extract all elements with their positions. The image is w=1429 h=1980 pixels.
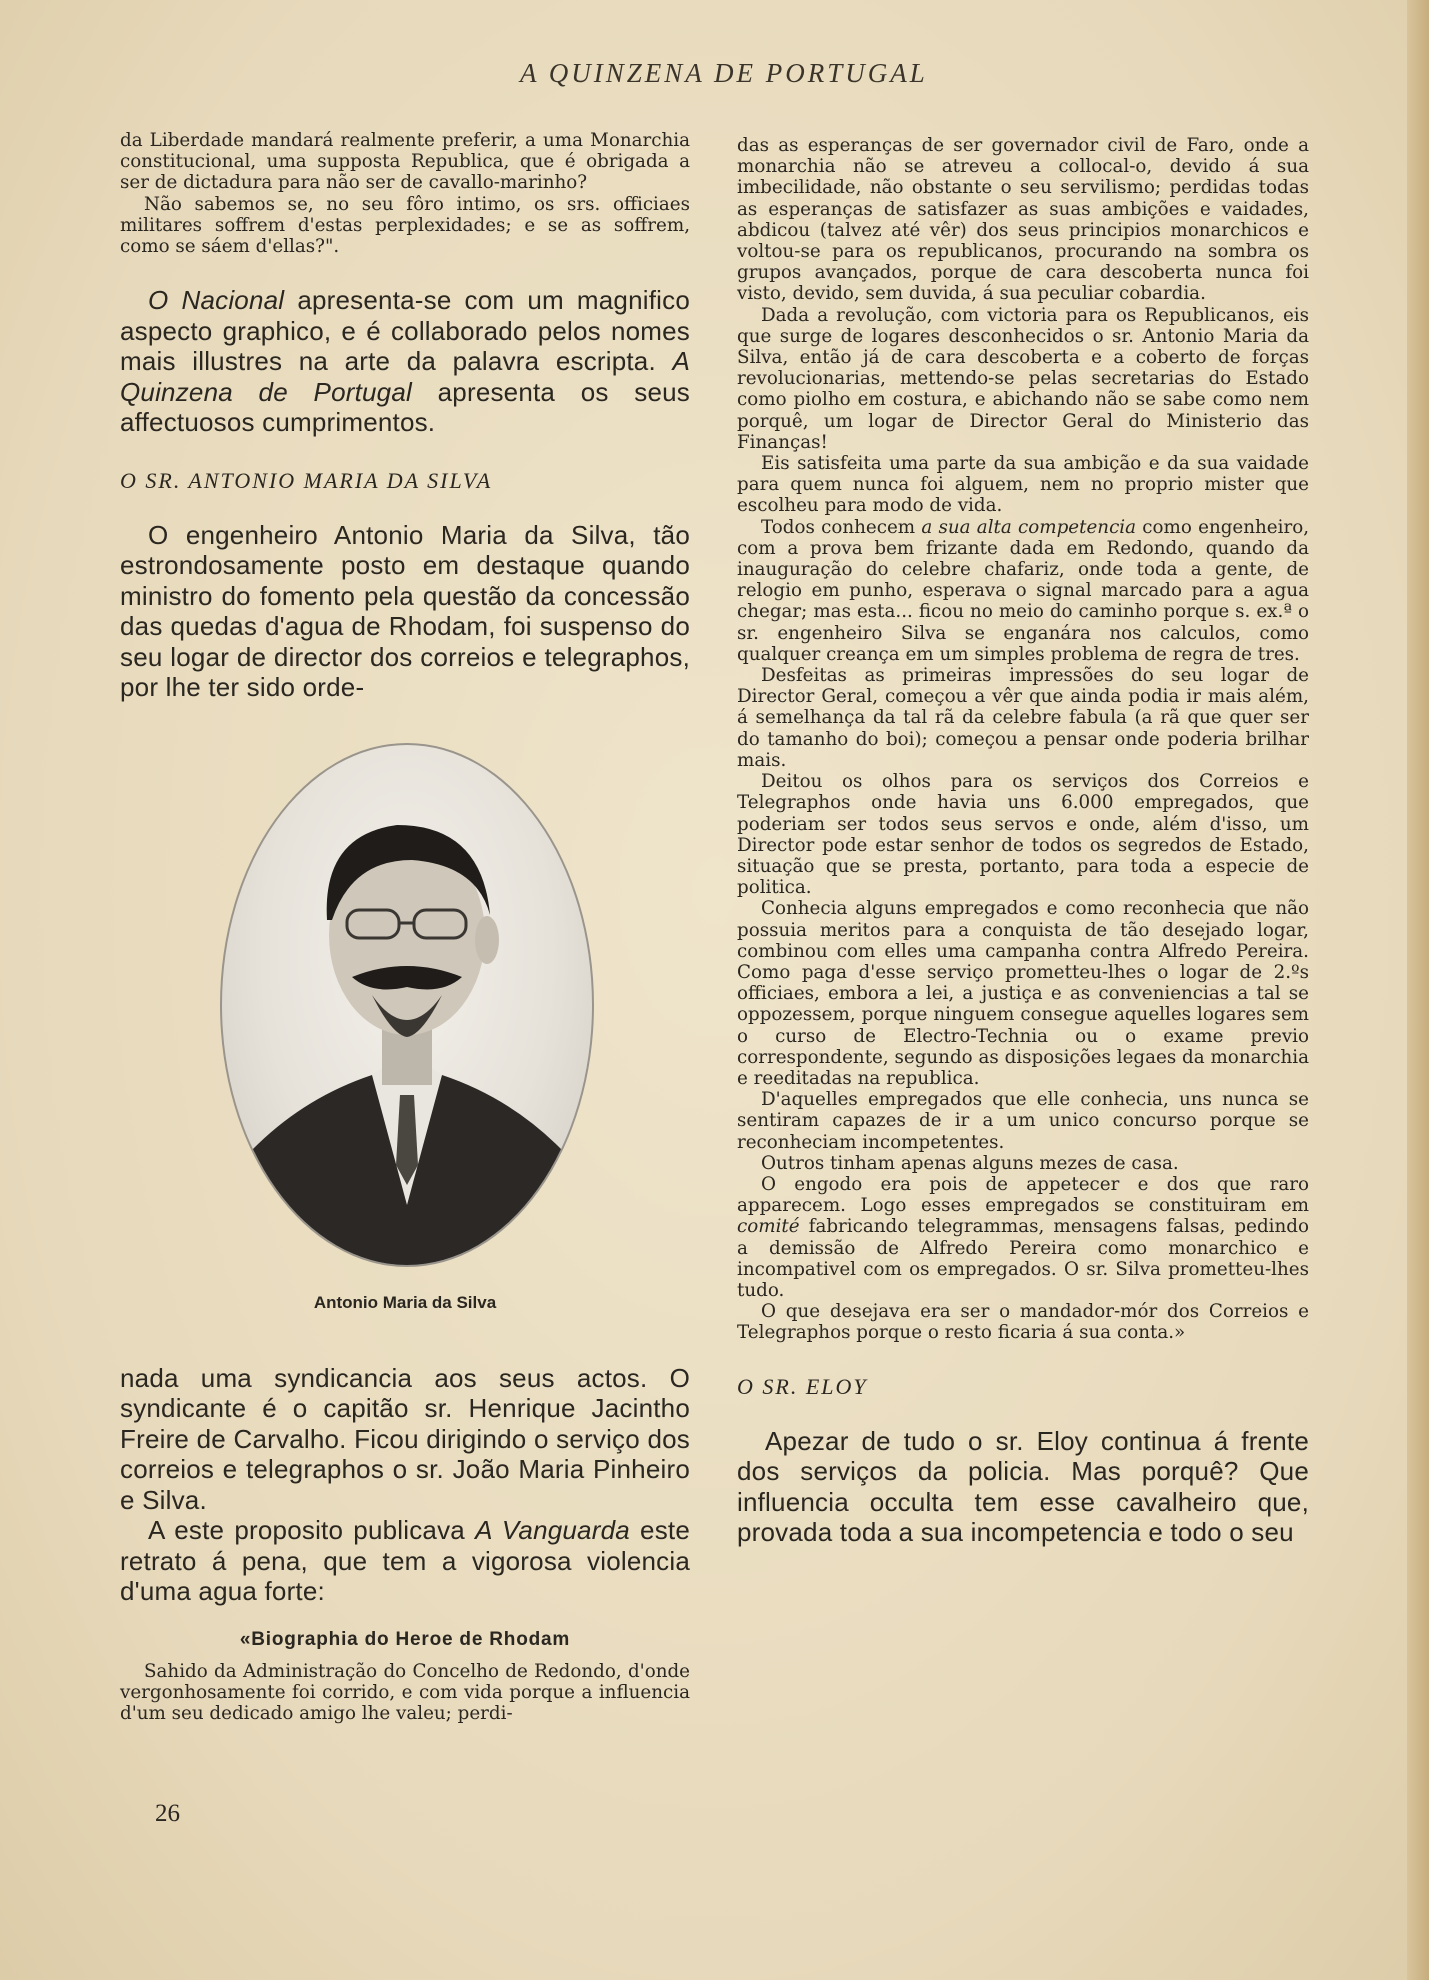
right-column	[737, 135, 1309, 1548]
paragraph: nada uma syndicancia aos seus actos. O syndicante é o capitão sr. Henrique Jacintho Freire de Carvalho. Ficou dirigindo o serviço dos correios e telegraphos o sr. João Maria Pinheiro e Silva.	[120, 1362, 690, 1515]
paragraph	[120, 1515, 690, 1607]
quote-title: «Biographia do Heroe de Rhodam	[239, 1628, 571, 1650]
paragraph: da Liberdade mandará realmente preferir, a uma Monarchia constitucional, uma supposta Republica, que é obrigada a ser de dictadura para não ser de cavallo-marinho?	[120, 130, 690, 194]
portrait-photo	[220, 743, 594, 1267]
section-heading: O SR. ELOY	[737, 1373, 868, 1399]
italic-text: A Vanguarda	[475, 1515, 630, 1546]
paragraph: Deitou os olhos para os serviços dos Correios e Telegraphos onde havia uns 6.000 empregados, que poderiam ser todos seus servos e onde, além d'isso, um Director pode estar senhor de todos os segredos de Estado, situação que se presta, portanto, para toda a especie de politica.	[737, 771, 1309, 899]
portrait-figure	[120, 723, 690, 1363]
text-run: A este proposito publicava	[148, 1515, 476, 1546]
paragraph: Não sabemos se, no seu fôro intimo, os srs. officiaes militares soffrem d'estas perplexidades; e se as soffrem, como se sáem d'ellas?".	[120, 193, 690, 258]
paragraph: Dada a revolução, com victoria para os Republicanos, eis que surge de logares desconhecidos o sr. Antonio Maria da Silva, então já de cara descoberta e a coberto de forças revolucionarias, mettendo-se pelas secretarias do Estado como piolho em costura, e abichando não se sabe como nem porquê, um logar de Director Geral do Ministerio das Finanças!	[737, 304, 1309, 453]
portrait-illustration	[222, 745, 592, 1265]
italic-text: a sua alta competencia	[921, 516, 1137, 538]
text-run: Todos conhecem	[761, 516, 922, 538]
paragraph: O que desejava era ser o mandador-mór dos Correios e Telegraphos porque o resto ficaria á sua conta.»	[737, 1301, 1309, 1344]
text-run: apresenta os seus affectuosos cumprimentos.	[120, 376, 690, 438]
section-heading: O SR. ANTONIO MARIA DA SILVA	[120, 467, 493, 493]
page-number: 26	[155, 1800, 180, 1827]
italic-text: O Nacional	[148, 285, 285, 316]
page-edge	[1407, 0, 1429, 1980]
italic-text: comité	[737, 1216, 800, 1238]
text-run: apresenta-se com um magnifico aspecto graphico, e é collaborado pelos nomes mais illustres na arte da palavra escripta.	[120, 285, 690, 377]
text-run: este retrato á pena, que tem a vigorosa violencia d'uma agua forte:	[120, 1515, 690, 1607]
paragraph: D'aquelles empregados que elle conhecia, uns nunca se sentiram capazes de ir a um unico concurso porque se reconheciam incompetentes.	[737, 1089, 1309, 1153]
text-run: fabricando telegrammas, mensagens falsas, pedindo a demissão de Alfredo Pereira como monarchico e incompativel com os empregados. O sr. Silva prometteu-lhes tudo.	[737, 1216, 1309, 1301]
paragraph	[737, 1174, 1309, 1301]
paragraph	[737, 517, 1309, 665]
italic-text: A Quinzena de Portugal	[120, 346, 690, 407]
paragraph: O engenheiro Antonio Maria da Silva, tão estrondosamente posto em destaque quando ministro do fomento pela questão da concessão das quedas d'agua de Rhodam, foi suspenso do seu logar de director dos correios e telegraphos, por lhe ter sido orde-	[120, 519, 690, 703]
article-body	[737, 135, 1309, 1344]
paragraph: Desfeitas as primeiras impressões do seu logar de Director Geral, começou a vêr que ainda podia ir mais além, á semelhança da tal rã da celebre fabula (a rã que quer ser do tamanho do boi); começou a pensar onde poderia brilhar mais.	[737, 665, 1309, 771]
paragraph: Conhecia alguns empregados e como reconhecia que não possuia meritos para a conquista de tão desejado logar, combinou com elles uma campanha contra Alfredo Pereira. Como paga d'esse serviço prometteu-lhes o logar de 2.ºs officiaes, embora a lei, a justiça e as conveniencias a tal se oppozessem, porque ninguem consegue aquelles logares sem o curso de Electro-Technia ou o exame previo correspondente, segundo as disposições legaes da monarchia e reeditadas na republica.	[737, 898, 1309, 1089]
paragraph	[120, 285, 690, 438]
paragraph: Sahido da Administração do Concelho de Redondo, d'onde vergonhosamente foi corrido, e com vida porque a influencia d'um seu dedicado amigo lhe valeu; perdi-	[120, 1660, 690, 1725]
running-title: A QUINZENA DE PORTUGAL	[520, 58, 928, 88]
left-column	[120, 130, 690, 1724]
paragraph: Apezar de tudo o sr. Eloy continua á frente dos serviços da policia. Mas porquê? Que influencia occulta tem esse cavalheiro que, provada toda a sua incompetencia e todo o seu	[737, 1425, 1309, 1548]
paragraph: Eis satisfeita uma parte da sua ambição e da sua vaidade para quem nunca foi alguem, nem no proprio mister que escolheu para modo de vida.	[737, 453, 1309, 517]
paragraph: das as esperanças de ser governador civil de Faro, onde a monarchia não se atreveu a collocal-o, devido á sua imbecilidade, não obstante o seu servilismo; perdidas todas as esperanças de satisfazer as suas ambições e vaidades, abdicou (talvez até vêr) dos seus principios monarchicos e voltou-se para os republicanos, procurando na sombra os grupos avançados, porque de cara descoberta nunca foi visto, devido, sem duvida, á sua peculiar cobardia.	[737, 135, 1309, 305]
text-run: O engodo era pois de appetecer e dos que raro apparecem. Logo esses empregados se constituiram em	[737, 1173, 1309, 1217]
text-run: como engenheiro, com a prova bem frizante dada em Redondo, quando da inauguração do celebre chafariz, onde toda a gente, de relogio em punho, esperava o signal marcado para a agua chegar; mas esta... ficou no meio do caminho porque s. ex.ª o sr. engenheiro Silva se enganára nos calculos, como qualquer creança em um simples problema de regra de tres.	[737, 516, 1310, 665]
paragraph: Outros tinham apenas alguns mezes de casa.	[761, 1152, 1179, 1174]
photo-caption: Antonio Maria da Silva	[313, 1292, 497, 1312]
